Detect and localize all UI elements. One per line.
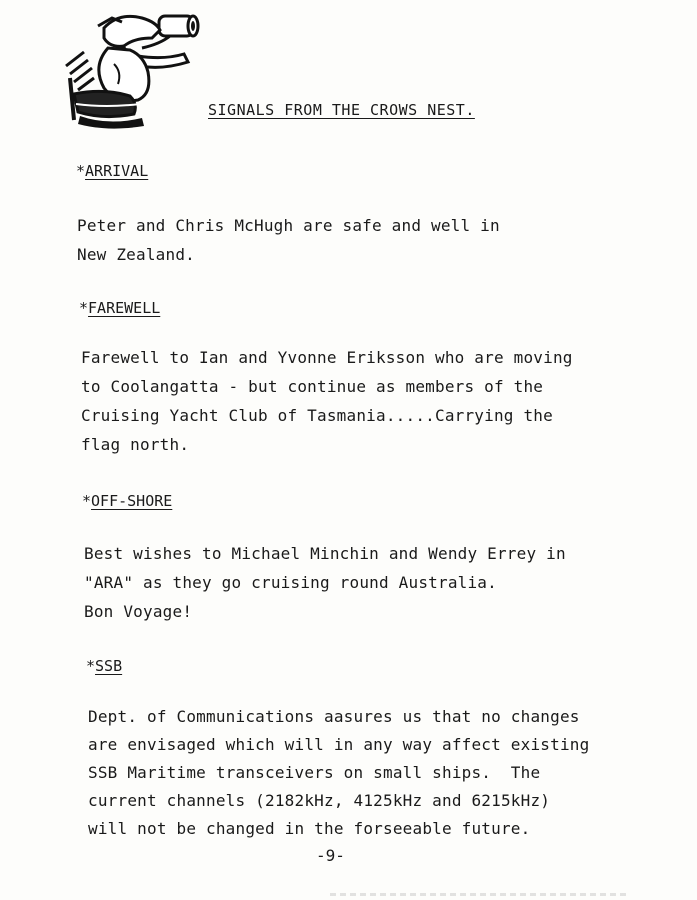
scan-artifact [330, 893, 630, 896]
crows-nest-lookout-icon [64, 8, 204, 130]
heading-label: FAREWELL [88, 299, 161, 317]
section-heading-farewell [79, 299, 160, 317]
heading-marker: * [82, 492, 92, 510]
heading-label: OFF-SHORE [91, 492, 173, 510]
heading-label: ARRIVAL [85, 162, 149, 180]
page-title: SIGNALS FROM THE CROWS NEST. [208, 101, 475, 119]
section-body-arrival: Peter and Chris McHugh are safe and well in New Zealand. [77, 216, 500, 264]
section-body-farewell: Farewell to Ian and Yvonne Eriksson who are moving to Coolangatta - but continue as members of the Cruising Yacht Club of Tasmania.....Carrying the flag north. [81, 348, 573, 454]
heading-marker: * [79, 299, 89, 317]
section-body-off-shore: Best wishes to Michael Minchin and Wendy Errey in "ARA" as they go cruising round Australia. Bon Voyage! [84, 544, 566, 621]
heading-marker: * [86, 657, 96, 675]
section-heading-ssb [86, 657, 122, 675]
section-heading-arrival [76, 162, 148, 180]
heading-marker: * [76, 162, 86, 180]
section-body-ssb: Dept. of Communications aasures us that no changes are envisaged which will in any way affect existing SSB Maritime transceivers on small ships. The current channels (2182kHz, 4125kHz and 6215kHz) will not be changed in the forseeable future. [88, 707, 590, 838]
heading-label: SSB [95, 657, 123, 675]
section-heading-off-shore [82, 492, 172, 510]
page-number: -9- [316, 846, 345, 865]
